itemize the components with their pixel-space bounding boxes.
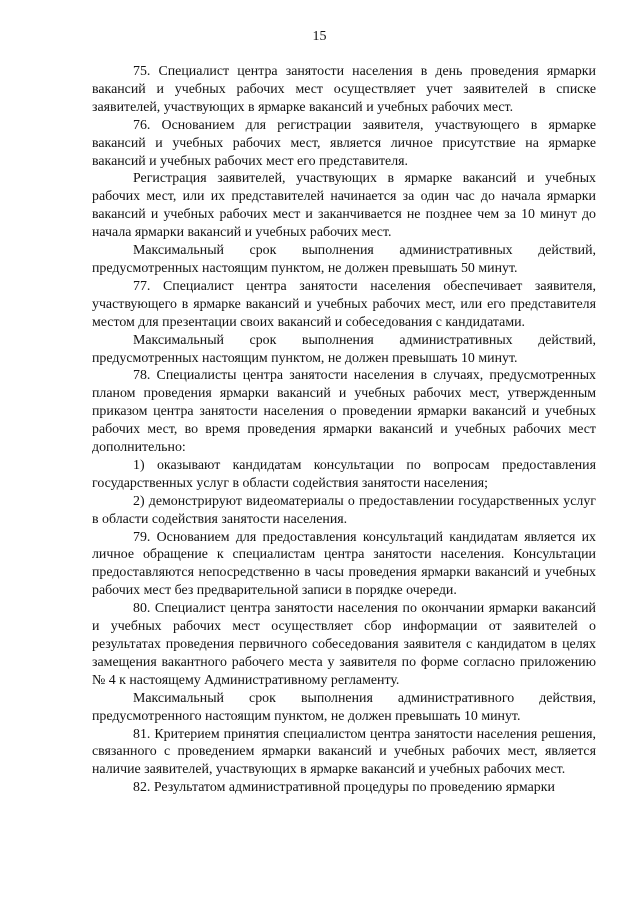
paragraph-79: 79. Основанием для предоставления консультаций кандидатам является их личное обращение к специалистам центра занятости населения. Консультации предоставляются непосредственно в часы проведения ярмарки вакансий и учебных рабочих мест без предварительной записи в порядке очереди. (92, 529, 596, 599)
paragraph-max-time-10-a: Максимальный срок выполнения административных действий, предусмотренных настоящим пунктом, не должен превышать 10 минут. (92, 332, 596, 366)
paragraph-77: 77. Специалист центра занятости населения обеспечивает заявителя, участвующего в ярмарке вакансий и учебных рабочих мест, или его представителя местом для презентации своих вакансий и собеседования с кандидатами. (92, 278, 596, 330)
paragraph-76: 76. Основанием для регистрации заявителя, участвующего в ярмарке вакансий и учебных рабочих мест, является личное присутствие на ярмарке вакансий и учебных рабочих мест его представителя. (92, 117, 596, 169)
paragraph-80: 80. Специалист центра занятости населения по окончании ярмарки вакансий и учебных рабочих мест осуществляет сбор информации от заявителей о результатах проведения первичного собеседования заявителя с кандидатом в целях замещения вакантного рабочего места у заявителя по форме согласно приложению № 4 к настоящему Административному регламенту. (92, 601, 596, 688)
paragraph-max-time-10-b: Максимальный срок выполнения административного действия, предусмотренного настоящим пунктом, не должен превышать 10 минут. (92, 690, 596, 724)
paragraph-78-item-1: 1) оказывают кандидатам консультации по вопросам предоставления государственных услуг в области содействия занятости населения; (92, 457, 596, 491)
paragraph-78: 78. Специалисты центра занятости населения в случаях, предусмотренных планом проведения ярмарки вакансий и учебных рабочих мест, утвержденным приказом центра занятости населения о проведении ярмарки вакансий и учебных рабочих мест, во время проведения ярмарки вакансий и учебных рабочих мест дополнительно: (92, 368, 596, 456)
paragraph-82: 82. Результатом административной процедуры по проведению ярмарки (133, 780, 555, 796)
paragraph-75: 75. Специалист центра занятости населения в день проведения ярмарки вакансий и учебных рабочих мест осуществляет учет заявителей в списке заявителей, участвующих в ярмарке вакансий и учебных рабочих мест. (92, 64, 596, 115)
document-body (92, 63, 596, 797)
paragraph-max-time-50: Максимальный срок выполнения административных действий, предусмотренных настоящим пунктом, не должен превышать 50 минут. (92, 243, 596, 276)
paragraph-81: 81. Критерием принятия специалистом центра занятости населения решения, связанного с проведением ярмарки вакансий и учебных рабочих мест, является наличие заявителей, участвующих в ярмарке вакансий и учебных рабочих мест. (92, 726, 596, 778)
paragraph-78-item-2: 2) демонстрируют видеоматериалы о предоставлении государственных услуг в области содействия занятости населения. (92, 493, 596, 527)
paragraph-registration: Регистрация заявителей, участвующих в ярмарке вакансий и учебных рабочих мест, или их представителей начинается за один час до начала ярмарки вакансий и учебных рабочих мест и заканчивается не позднее чем за 10 минут до начала ярмарки вакансий и учебных рабочих мест. (92, 171, 596, 241)
page-number: 15 (312, 29, 327, 44)
